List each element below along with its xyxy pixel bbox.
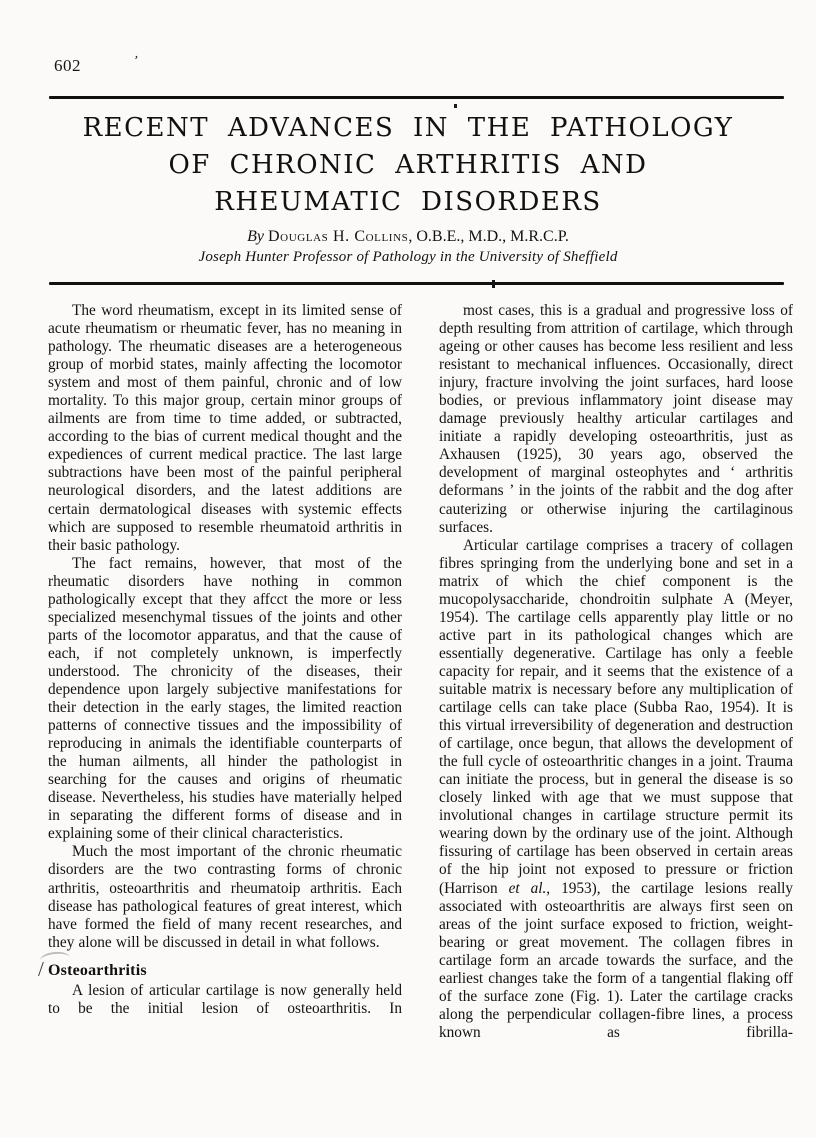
header-top-rule: [49, 96, 784, 99]
body-paragraph: most cases, this is a gradual and progressive loss of depth resulting from attrition of cartilage, which through ageing or other causes has become less resilient and less resistant to mechanical influences. Occasionally, direct injury, fracture involving the joint surfaces, hard loose bodies, or previous inflammatory joint disease may damage previously healthy articular cartilages and initiate a rapidly developing osteoarthritis, just as Axhausen (1925), 30 years ago, observed the development of marginal osteophytes and ‘ arthritis deformans ’ in the joints of the rabbit and the dog after cauterizing or otherwise injuring the cartilaginous surfaces.: [439, 302, 793, 536]
article-title-line-3: RHEUMATIC DISORDERS: [214, 187, 602, 217]
author-affiliation: Joseph Hunter Professor of Pathology in the University of Sheffield: [198, 249, 618, 265]
page-number: 602: [54, 56, 81, 75]
section-heading-row: [38, 956, 402, 981]
author-credentials: , O.B.E., M.D., M.R.C.P.: [408, 228, 569, 245]
article-header: [40, 110, 776, 266]
author-name: Douglas H. Collins: [268, 228, 409, 245]
body-paragraph: The fact remains, however, that most of the rheumatic disorders have nothing in common pathologically except that they affcct the more or less specialized mesenchymal tissues of the joints and other parts of the locomotor apparatus, and that the cause of each, if not completely unknown, is imperfectly understood. The chronicity of the diseases, their dependence upon largely subjective manifestations for their detection in the early stages, the limited reaction patterns of connective tissues and the impossibility of reproducing in animals the identifiable counterparts of the human ailments, all hinder the pathologist in searching for the causes and origins of rheumatic disease. Nevertheless, his studies have materially helped in separating the different forms of disease and in explaining some of their clinical characteristics.: [48, 554, 402, 843]
article-title-line-1: RECENT ADVANCES IN THE PATHOLOGY: [82, 113, 734, 143]
byline: [40, 228, 776, 246]
body-paragraph: Much the most important of the chronic rheumatic disorders are the two contrasting forms of chronic arthritis, osteoarthritis and rheumatoip arthritis. Each disease has pathological features of great interest, which have formed the field of many recent researches, and they alone will be discussed in detail in what follows.: [48, 843, 402, 951]
paragraph-text: , 1953), the cartilage lesions really associated with osteoarthritis are always first seen on areas of the joint surface exposed to friction, weight-bearing or great movement. The collagen fibres in cartilage form an arcade towards the surface, and the earliest changes take the form of a tangential flaking off of the surface zone (Fig. 1). Later the cartilage cracks along the perpendicular collagen-fibre lines, a process known as fibrilla-: [439, 879, 794, 1041]
scan-speck: [492, 280, 495, 288]
et-al-italic: et al.: [508, 879, 547, 897]
body-paragraph: The word rheumatism, except in its limited sense of acute rheumatism or rheumatic fever, has no meaning in pathology. The rheumatic diseases are a heterogeneous group of morbid states, mainly affecting the locomotor system and most of them painful, chronic and of low mortality. To this major group, certain minor groups of ailments are from time to time added, or subtracted, according to the bias of current medical thought and the expediences of current medical practice. The last large subtractions have been most of the painful peripheral neurological disorders, and the latest additions are certain dermatological diseases with systemic effects which are supposed to resemble rheumatoid arthritis in their basic pathology.: [48, 302, 402, 554]
right-column: [439, 302, 793, 1042]
scan-speck: [454, 104, 457, 108]
body-paragraph: [439, 537, 793, 1042]
left-column: [38, 302, 402, 1042]
section-heading-osteoarthritis: Osteoarthritis: [48, 961, 147, 979]
byline-by-label: By: [247, 228, 265, 245]
header-bottom-rule: [49, 282, 784, 285]
pencil-slash-mark: /: [38, 956, 44, 981]
body-paragraph: A lesion of articular cartilage is now generally held to be the initial lesion of osteoarthritis. In: [48, 981, 402, 1017]
article-body: [38, 302, 794, 1042]
scan-artifact-mark: ’: [131, 53, 140, 70]
paragraph-text: Articular cartilage comprises a tracery of collagen fibres springing from the underlying bone and set in a matrix of which the chief component is the mucopolysaccharide, chondroitin sulphate A (Meyer, 1954). The cartilage cells apparently play little or no active part in its pathological changes which are essentially degenerative. Cartilage has only a feeble capacity for repair, and it seems that the existence of a suitable matrix is necessary before any multiplication of cartilage cells can take place (Subba Rao, 1954). It is this virtual irreversibility of degeneration and destruction of cartilage, once begun, that allows the development of the full cycle of osteoarthritic changes in a joint. Trauma can initiate the process, but in general the disease is so closely linked with age that we must suppose that involutional changes in cartilage structure permit its wearing down by the ordinary use of the joint. Although fissuring of cartilage has been observed in certain areas of the hip joint not exposed to pressure or friction (Harrison: [439, 536, 793, 897]
article-title-line-2: OF CHRONIC ARTHRITIS AND: [168, 150, 648, 180]
